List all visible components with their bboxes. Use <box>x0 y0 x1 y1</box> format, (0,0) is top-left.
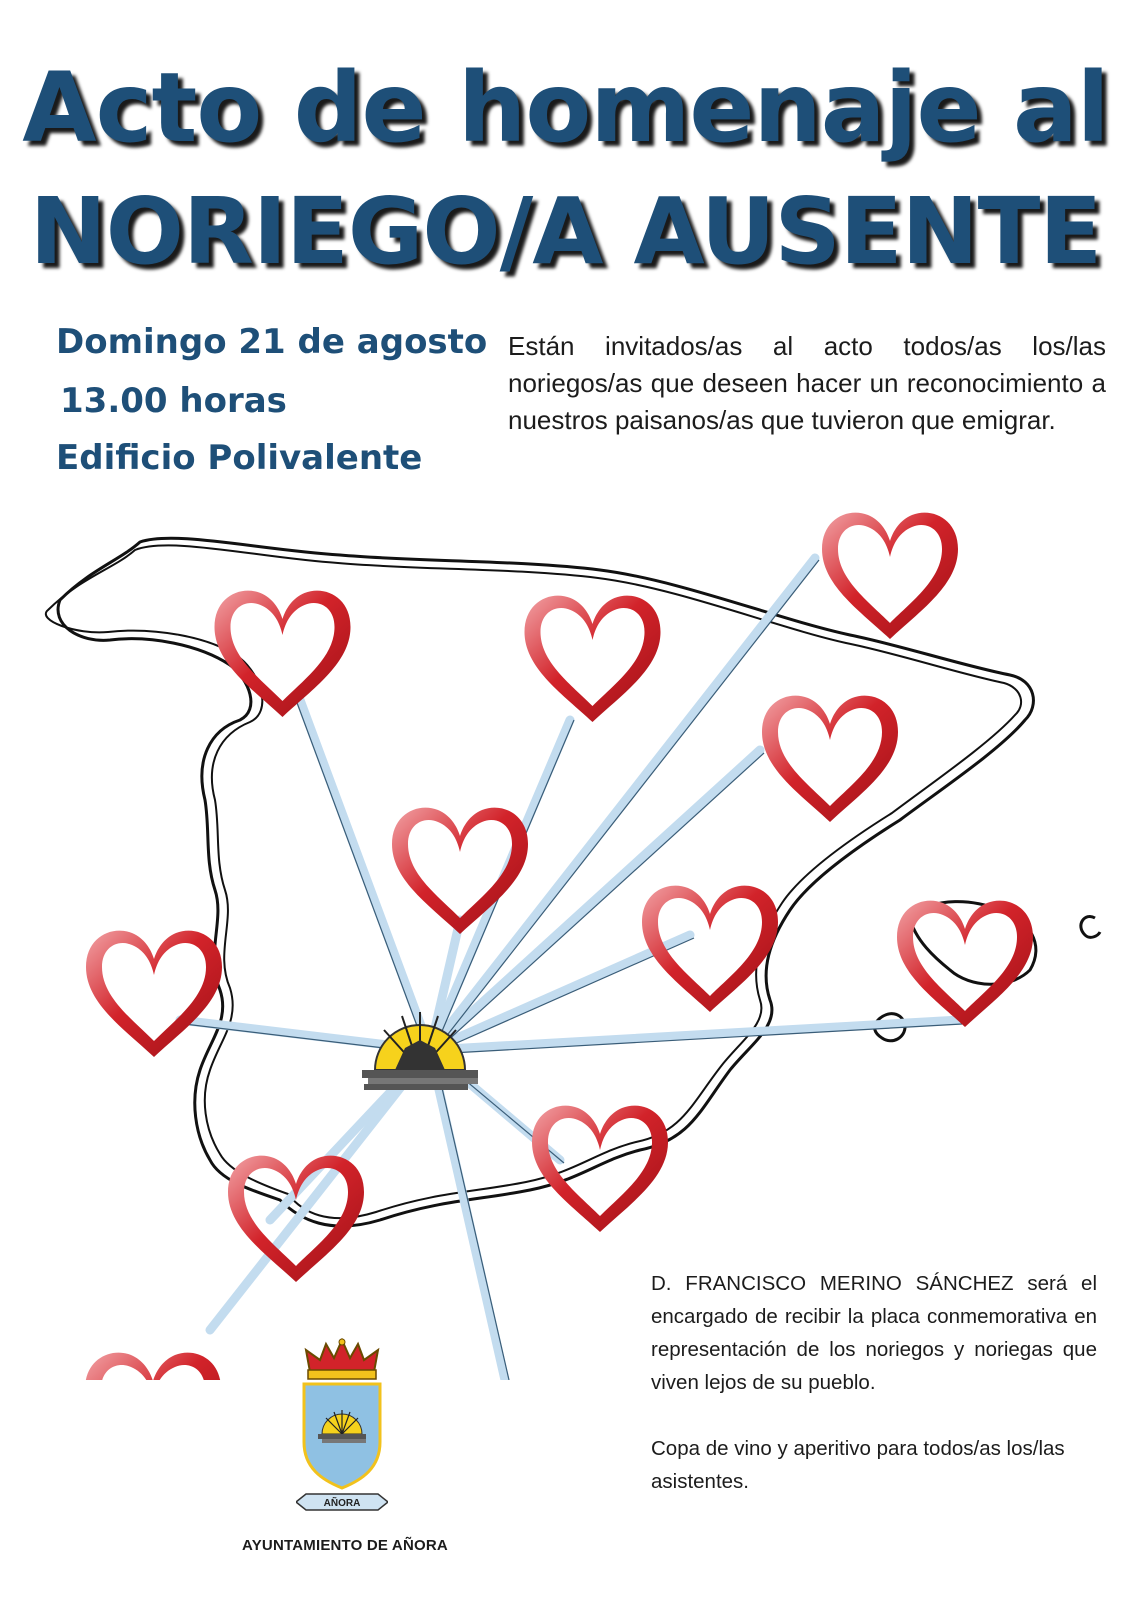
refreshment-notice: Copa de vino y aperitivo para todos/as los/las asistentes. <box>651 1437 1065 1493</box>
connection-rays-outline <box>176 560 962 1380</box>
event-time: 13.00 horas <box>60 381 287 421</box>
peninsula-outline <box>46 538 1100 1226</box>
event-place: Edificio Polivalente <box>56 438 423 478</box>
poster-title-line2: NORIEGO/A AUSENTE <box>29 178 1102 285</box>
poster-title-line1: Acto de homenaje al <box>22 52 1109 164</box>
spain-map-illustration <box>0 500 1131 1380</box>
issuer-name: AYUNTAMIENTO DE AÑORA <box>242 1537 448 1554</box>
bottom-notice <box>651 1267 1097 1498</box>
hearts <box>85 513 1033 1380</box>
recipient-notice: D. FRANCISCO MERINO SÁNCHEZ será el encargado de recibir la placa conmemorativa en representación de los noriegos y noriegas que viven lejos de su pueblo. <box>651 1272 1097 1394</box>
invitation-text: Están invitados/as al acto todos/as los/las noriegos/as que deseen hacer un reconocimiento a nuestros paisanos/as que tuvieron que emigrar. <box>508 331 1106 435</box>
municipal-crest <box>296 1338 388 1518</box>
crest-banner-text: AÑORA <box>323 1498 361 1509</box>
connection-rays <box>180 558 960 1380</box>
event-date: Domingo 21 de agosto <box>56 322 488 362</box>
